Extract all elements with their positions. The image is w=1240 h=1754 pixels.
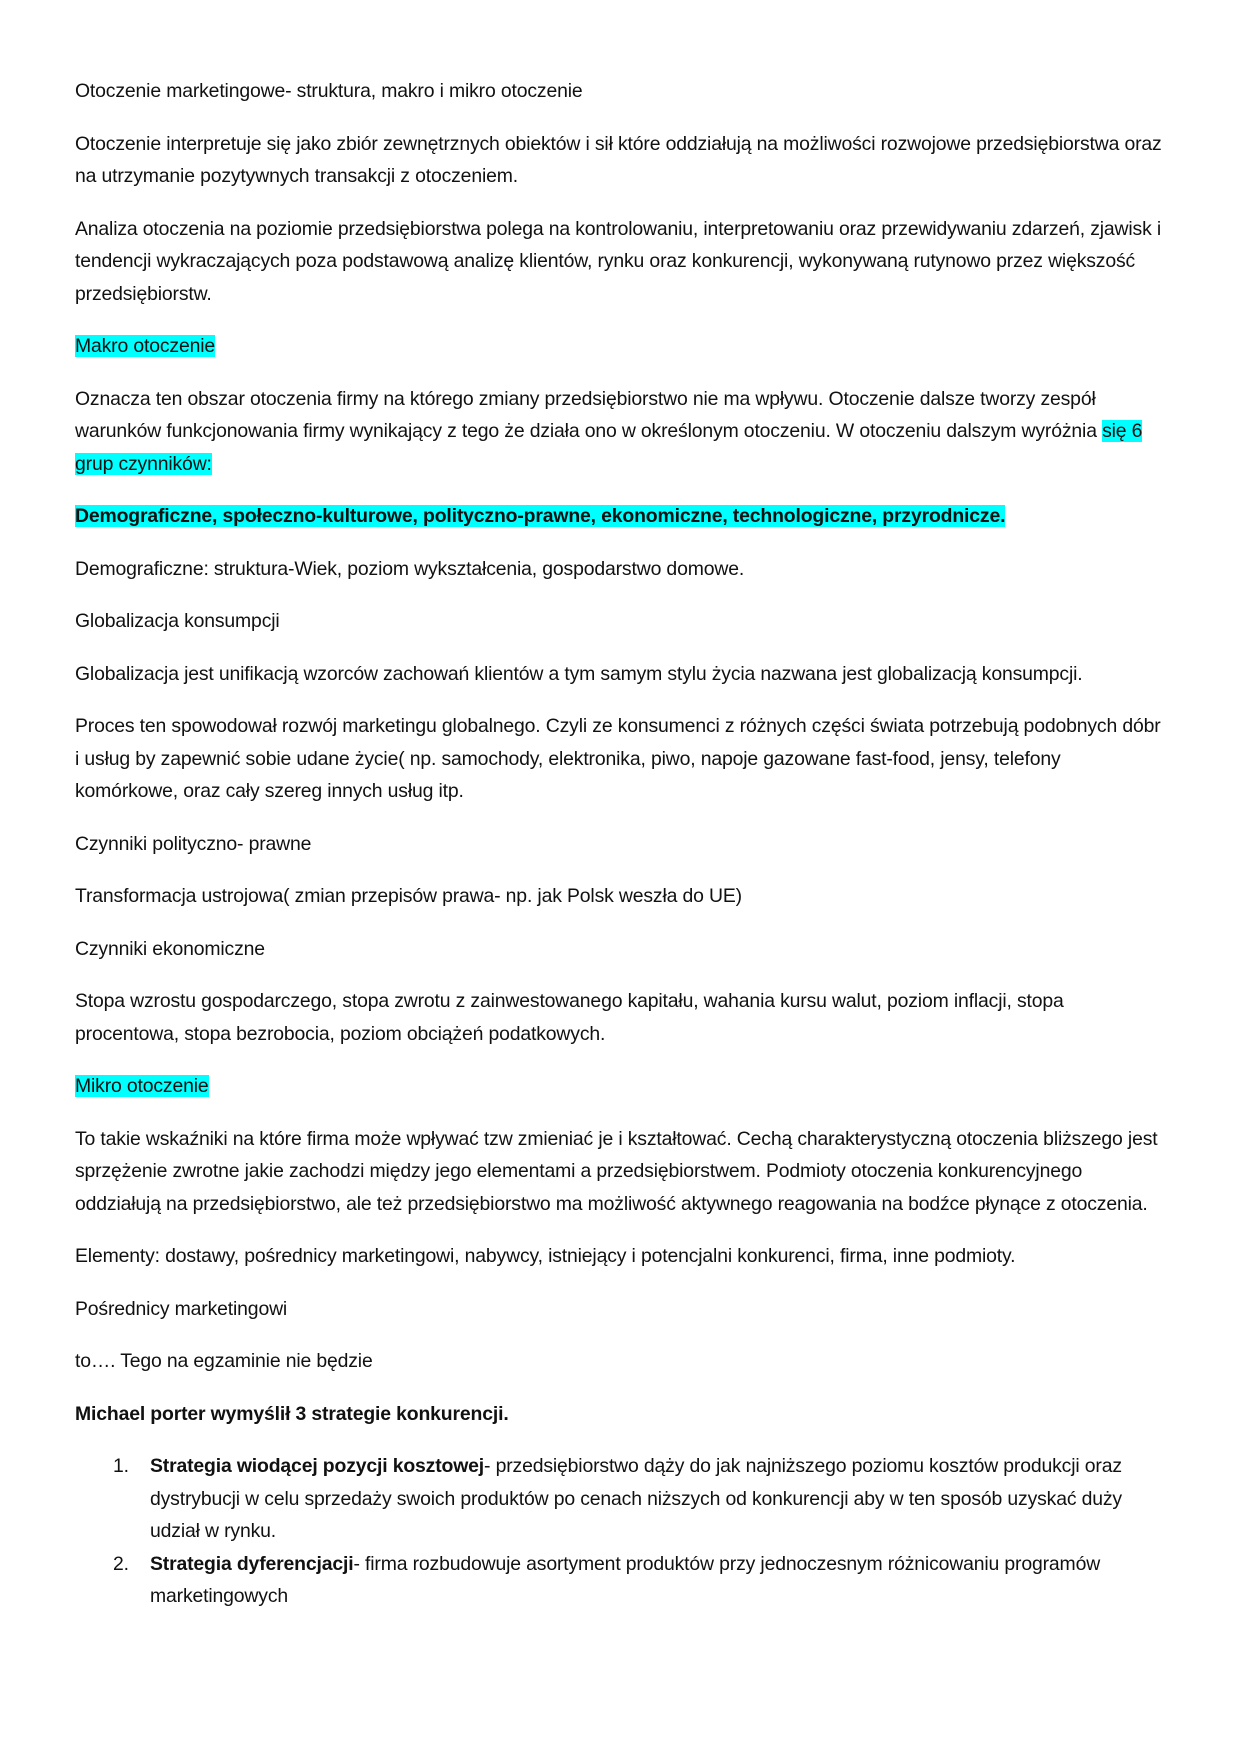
micro-paragraph: To takie wskaźniki na które firma może wpływać tzw zmieniać je i kształtować. Cechą charakterystyczną otoczenia bliższego jest sprzężenie zwrotne jakie zachodzi między jego elementami a przedsiębiorstwem. Podmioty otoczenia konkurencyjnego oddziałują na przedsiębiorstwo, ale też przedsiębiorstwo ma możliwość aktywnego reagowania na bodźce płynące z otoczenia.: [75, 1127, 1158, 1215]
exam-note: to…. Tego na egzaminie nie będzie: [75, 1350, 373, 1372]
globalization-heading: Globalizacja konsumpcji: [75, 610, 280, 632]
micro-section-heading: [75, 1070, 1165, 1103]
macro-paragraph-text: Oznacza ten obszar otoczenia firmy na którego zmiany przedsiębiorstwo nie ma wpływu. Otoczenie dalsze tworzy zespół warunków funkcjonowania firmy wynikający z tego że działa ono w określonym otoczeniu. W otoczeniu dalszym wyróżnia: [75, 387, 1103, 442]
macro-paragraph: [75, 383, 1165, 481]
micro-heading-highlight: Mikro otoczenie: [75, 1075, 209, 1097]
list-item: [75, 1450, 1165, 1548]
list-item: [75, 1548, 1165, 1613]
list-item-number: 1.: [113, 1455, 129, 1477]
intermediaries-heading: Pośrednicy marketingowi: [75, 1297, 288, 1320]
strategy-description: - firma rozbudowuje asortyment produktów przy jednoczesnym różnicowaniu programów marketingowych: [150, 1552, 1101, 1607]
strategy-name: Strategia dyferencjacji: [150, 1552, 354, 1575]
list-item-number: 2.: [113, 1552, 129, 1575]
strategies-list: [75, 1450, 1165, 1613]
elements-paragraph: Elementy: dostawy, pośrednicy marketingowi, nabywcy, istniejący i potencjalni konkurenci, firma, inne podmioty.: [75, 1245, 1016, 1267]
demographic-paragraph: Demograficzne: struktura-Wiek, poziom wykształcenia, gospodarstwo domowe.: [75, 557, 745, 580]
strategy-name: Strategia wiodącej pozycji kosztowej: [150, 1455, 485, 1477]
macro-section-heading: [75, 330, 1165, 363]
political-heading: Czynniki polityczno- prawne: [75, 832, 312, 855]
analysis-paragraph: Analiza otoczenia na poziomie przedsiębiorstwa polega na kontrolowaniu, interpretowaniu oraz przewidywaniu zdarzeń, zjawisk i tendencji wykraczających poza podstawową analizę klientów, rynku oraz konkurencji, wykonywaną rutynowo przez większość przedsiębiorstw.: [75, 217, 1162, 305]
globalization-paragraph: Globalizacja jest unifikacją wzorców zachowań klientów a tym samym stylu życia nazwana jest globalizacją konsumpcji.: [75, 662, 1083, 685]
porter-heading: Michael porter wymyślił 3 strategie konkurencji.: [75, 1402, 509, 1425]
factors-paragraph: [75, 500, 1165, 533]
strategy-description: - przedsiębiorstwo dąży do jak najniższego poziomu kosztów produkcji oraz dystrybucji w celu sprzedaży swoich produktów po cenach niższych od konkurencji aby w ten sposób uzyskać duży udział w rynku.: [150, 1455, 1122, 1542]
document-title: Otoczenie marketingowe- struktura, makro i mikro otoczenie: [75, 80, 583, 102]
macro-heading-highlight: Makro otoczenie: [75, 335, 216, 357]
economic-paragraph: Stopa wzrostu gospodarczego, stopa zwrotu z zainwestowanego kapitału, wahania kursu walut, poziom inflacji, stopa procentowa, stopa bezrobocia, poziom obciążeń podatkowych.: [75, 990, 1064, 1045]
document-page: [75, 75, 1165, 1613]
global-marketing-paragraph: Proces ten spowodował rozwój marketingu globalnego. Czyli ze konsumenci z różnych części świata potrzebują podobnych dóbr i usług by zapewnić sobie udane życie( np. samochody, elektronika, piwo, napoje gazowane fast-food, jensy, telefony komórkowe, oraz cały szereg innych usług itp.: [75, 715, 1161, 802]
macro-paragraph-highlight: się 6 grup czynników:: [75, 420, 1143, 475]
political-paragraph: Transformacja ustrojowa( zmian przepisów prawa- np. jak Polsk weszła do UE): [75, 885, 742, 907]
factors-highlight: Demograficzne, społeczno-kulturowe, polityczno-prawne, ekonomiczne, technologiczne, przyrodnicze.: [75, 505, 1006, 527]
economic-heading: Czynniki ekonomiczne: [75, 937, 265, 960]
intro-paragraph: Otoczenie interpretuje się jako zbiór zewnętrznych obiektów i sił które oddziałują na możliwości rozwojowe przedsiębiorstwa oraz na utrzymanie pozytywnych transakcji z otoczeniem.: [75, 132, 1162, 187]
